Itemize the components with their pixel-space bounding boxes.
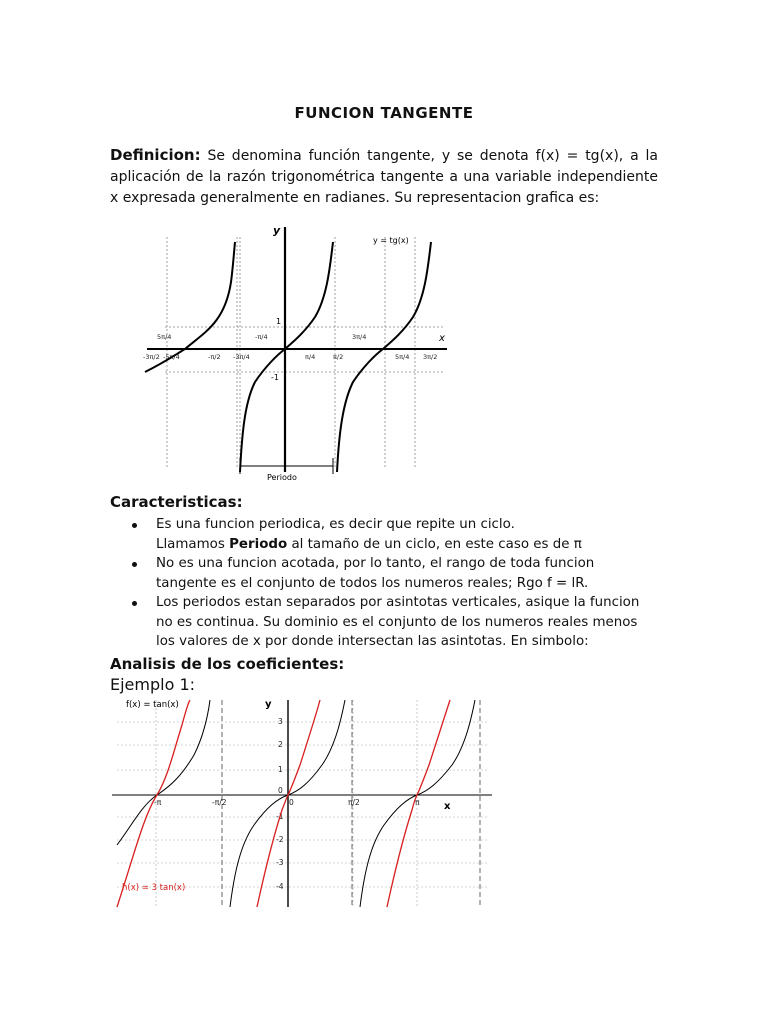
item-text: Llamamos: [156, 536, 230, 552]
characteristics-list: [110, 515, 670, 652]
coefficients-graph: [112, 695, 492, 910]
graph2-x-tick: -π/2: [212, 798, 227, 807]
graph2-y-tick: 2: [278, 740, 283, 749]
graph1-y-tick: 1: [276, 317, 282, 326]
graph1-grid: [165, 237, 445, 467]
definition-paragraph: [110, 145, 658, 209]
graph2-x-ticks: [154, 798, 420, 807]
graph1-x-tick: -π/4: [255, 333, 268, 341]
graph1-x-tick: 5π/4: [395, 353, 410, 361]
definition-text: Se denomina función tangente, y se denota f(x) = tg(x), a la aplicación de la razón trigonométrica tangente a una variable independiente x expresada generalmente en radianes. Su representacion grafica es:: [110, 148, 658, 206]
item-line: Es una funcion periodica, es decir que repite un ciclo.: [156, 517, 515, 532]
graph1-x-label: x: [439, 333, 445, 344]
graph1-x-tick: -π/2: [208, 353, 221, 361]
graph2-y-label: y: [265, 699, 272, 710]
graph2-y-tick: 3: [278, 717, 283, 726]
graph2-y-tick: -3: [276, 858, 284, 867]
item-line: No es una funcion acotada, por lo tanto, el rango de toda funcion: [156, 556, 595, 571]
graph1-curve: [337, 242, 431, 472]
graph1-x-tick: -3π/4: [233, 353, 250, 361]
analysis-heading: Analisis de los coeficientes:: [110, 655, 345, 673]
graph2-x-tick: π: [415, 798, 420, 807]
bullet-icon: [132, 562, 137, 567]
graph1-y-label: y: [273, 224, 281, 237]
item-bold-term: Periodo: [229, 536, 288, 552]
item-line: [156, 535, 670, 555]
graph1-period-label: Periodo: [267, 473, 297, 482]
graph1-curve: [185, 242, 235, 349]
graph2-f-label: f(x) = tan(x): [126, 700, 179, 710]
item-text: al tamaño de un ciclo, en este caso es de π: [287, 536, 582, 552]
item-line: los valores de x por donde intersectan las asintotas. En simbolo:: [156, 634, 589, 649]
graph1-x-tick: -3π/2: [143, 353, 160, 361]
graph2-x-label: x: [444, 801, 451, 812]
graph2-x-tick: -π: [154, 798, 162, 807]
graph1-x-ticks-bottom: [143, 353, 437, 361]
item-line: no es continua. Su dominio es el conjunto de los numeros reales menos: [156, 614, 638, 630]
graph2-x-tick: π/2: [348, 798, 360, 807]
graph2-h-label: h(x) = 3 tan(x): [122, 883, 186, 893]
graph2-y-tick: -2: [276, 835, 284, 844]
graph2-y-tick: -1: [276, 812, 284, 821]
graph1-x-tick: -5π/4: [163, 353, 180, 361]
graph1-x-tick: 5π/4: [157, 333, 172, 341]
characteristics-heading: Caracteristicas:: [110, 493, 243, 511]
list-item: [110, 515, 670, 554]
graph2-grid: [117, 700, 487, 907]
item-line: Los periodos estan separados por asintotas verticales, asique la funcion: [156, 595, 640, 610]
page-title: FUNCION TANGENTE: [294, 104, 474, 122]
graph2-y-tick: 1: [278, 765, 283, 774]
example-label: Ejemplo 1:: [110, 675, 196, 694]
item-line: tangente es el conjunto de todos los numeros reales; Rgo f = lR.: [156, 575, 589, 591]
graph1-x-tick: π/4: [305, 353, 316, 361]
bullet-icon: [132, 601, 137, 606]
tangent-graph: [145, 222, 455, 484]
graph2-y-ticks: [276, 717, 284, 891]
list-item: [110, 593, 670, 652]
bullet-icon: [132, 523, 137, 528]
graph2-x-tick: 0: [289, 798, 294, 807]
graph1-x-tick: 3π/4: [352, 333, 367, 341]
graph2-y-tick: -4: [276, 882, 284, 891]
list-item: [110, 554, 670, 593]
graph1-curve: [240, 242, 333, 472]
graph1-y-tick: -1: [271, 373, 279, 382]
graph1-legend: y = tg(x): [373, 236, 409, 245]
definition-label: Definicion:: [110, 146, 201, 164]
graph1-period-bracket: [240, 458, 333, 474]
graph1-x-tick: π/2: [333, 353, 344, 361]
graph1-x-tick: 3π/2: [423, 353, 438, 361]
graph2-y-tick: 0: [278, 786, 283, 795]
